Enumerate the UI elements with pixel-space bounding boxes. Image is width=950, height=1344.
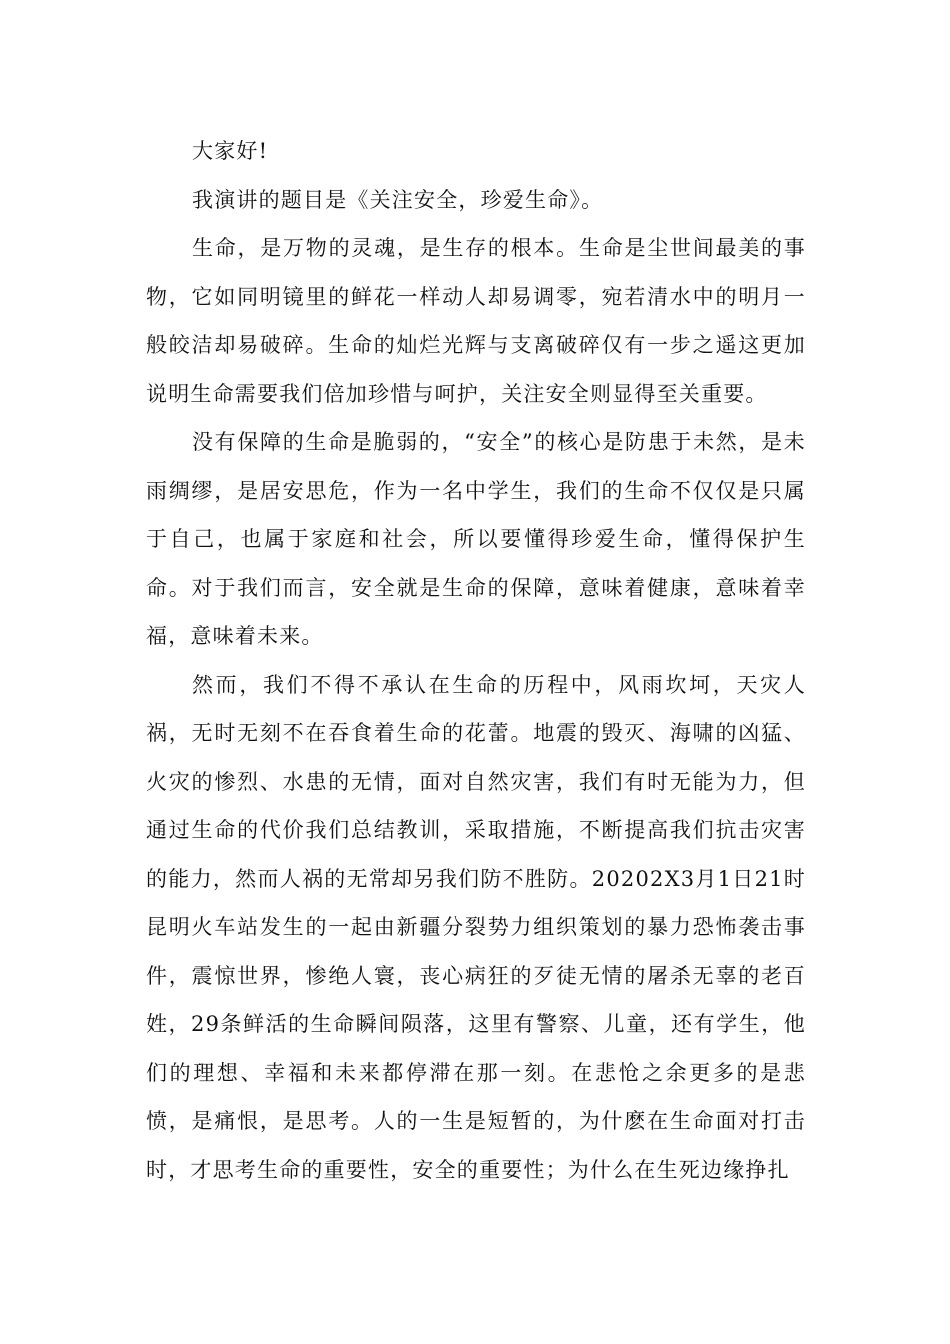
body-paragraph-2: 没有保障的生命是脆弱的，“安全”的核心是防患于未然，是未雨绸缪，是居安思危，作为一名中学生，我们的生命不仅仅是只属于自己，也属于家庭和社会，所以要懂得珍爱生命，懂得保护生命。对于我们而言，安全就是生命的保障，意味着健康，意味着幸福，意味着未来。 — [146, 430, 806, 648]
greeting-paragraph: 大家好! — [192, 139, 269, 163]
document-body — [146, 127, 806, 1194]
speech-title-paragraph: 我演讲的题目是《关注安全，珍爱生命》。 — [192, 187, 604, 212]
body-paragraph-1: 生命，是万物的灵魂，是生存的根本。生命是尘世间最美的事物，它如同明镜里的鲜花一样动人却易调零，宛若清水中的明月一般皎洁却易破碎。生命的灿烂光辉与支离破碎仅有一步之遥这更加说明生命需要我们倍加珍惜与呵护，关注安全则显得至关重要。 — [146, 236, 806, 406]
body-paragraph-3: 然而，我们不得不承认在生命的历程中，风雨坎坷，天灾人祸，无时无刻不在吞食着生命的花蕾。地震的毁灭、海啸的凶猛、火灾的惨烈、水患的无情，面对自然灾害，我们有时无能为力，但通过生命的代价我们总结教训，采取措施，不断提高我们抗击灾害的能力，然而人祸的无常却另我们防不胜防。20202X3月1日21时昆明火车站发生的一起由新疆分裂势力组织策划的暴力恐怖袭击事件，震惊世界，惨绝人寰，丧心病狂的歹徒无情的屠杀无辜的老百姓，29条鲜活的生命瞬间陨落，这里有警察、儿童，还有学生，他们的理想、幸福和未来都停滞在那一刻。在悲怆之余更多的是悲愤，是痛恨，是思考。人的一生是短暂的，为什麽在生命面对打击时，才思考生命的重要性，安全的重要性；为什么在生死边缘挣扎 — [146, 672, 806, 1182]
